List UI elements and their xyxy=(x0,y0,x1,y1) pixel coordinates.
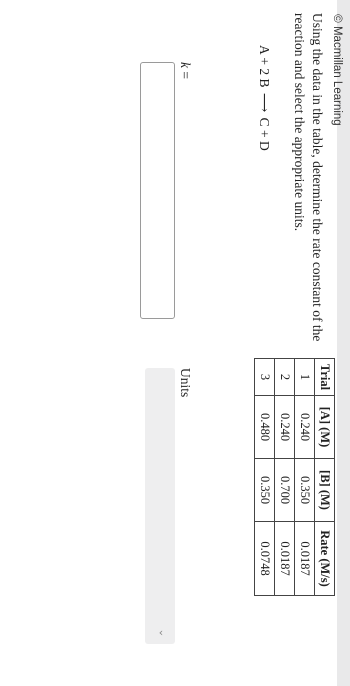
table-cell: 0.0748 xyxy=(255,522,275,596)
table-cell: 0.240 xyxy=(295,396,315,459)
column-header-rate: Rate (M/s) xyxy=(315,522,335,596)
column-header-a: [A] (M) xyxy=(315,396,335,459)
equation-products: C + D xyxy=(257,117,272,151)
k-equals-sign: = xyxy=(178,68,193,79)
reaction-arrow-icon: ⟶ xyxy=(257,92,272,113)
table-cell: 1 xyxy=(295,359,315,396)
units-label: Units xyxy=(178,368,193,398)
copyright-notice: © Macmillan Learning xyxy=(331,14,343,126)
units-dropdown[interactable] xyxy=(145,368,175,644)
table-cell: 0.700 xyxy=(275,459,295,522)
table-cell: 0.240 xyxy=(275,396,295,459)
table-cell: 0.0187 xyxy=(275,522,295,596)
table-cell: 3 xyxy=(255,359,275,396)
rate-data-table xyxy=(254,358,335,596)
column-header-b: [B] (M) xyxy=(315,459,335,522)
table-header-row xyxy=(315,359,335,596)
table-cell: 0.0187 xyxy=(295,522,315,596)
table-row xyxy=(295,359,315,596)
rate-constant-label xyxy=(177,62,193,79)
equation-reactants: A + 2 B xyxy=(257,45,272,88)
table-row xyxy=(255,359,275,596)
table-cell: 0.350 xyxy=(295,459,315,522)
question-prompt: Using the data in the table, determine the rate constant of the reaction and select the appropriate units. xyxy=(292,13,325,342)
table-cell: 0.480 xyxy=(255,396,275,459)
rate-constant-input[interactable] xyxy=(140,62,175,319)
reaction-equation xyxy=(256,45,272,151)
chevron-down-icon: ‹ xyxy=(158,625,164,639)
table-cell: 2 xyxy=(275,359,295,396)
table-cell: 0.350 xyxy=(255,459,275,522)
table-row xyxy=(275,359,295,596)
column-header-trial: Trial xyxy=(315,359,335,396)
k-symbol: k xyxy=(178,62,193,68)
